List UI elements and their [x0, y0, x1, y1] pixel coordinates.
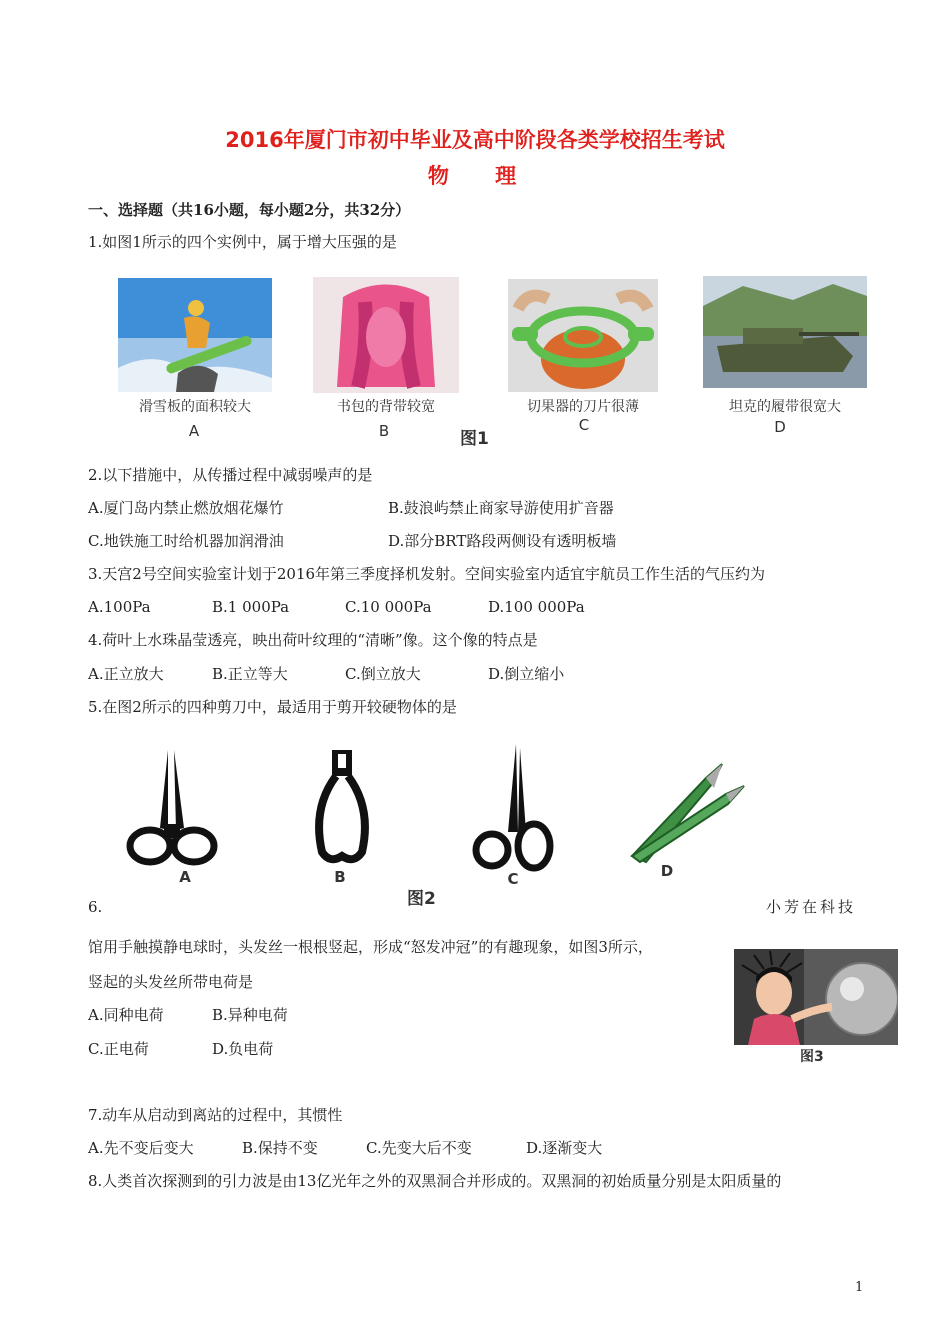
snowboard-image — [118, 278, 272, 392]
q7-option-c: C.先变大后不变 — [366, 1139, 472, 1157]
question-6-line2: 馆用手触摸静电球时，头发丝一根根竖起，形成“怒发冲冠”的有趣现象，如图3所示， — [88, 938, 653, 956]
scissors-c-icon — [470, 742, 554, 872]
q3-option-c: C.10 000Pa — [345, 598, 432, 616]
figure-1-label: 图1 — [460, 429, 489, 449]
question-5-stem: 5.在图2所示的四种剪刀中，最适用于剪开较硬物体的是 — [88, 698, 457, 716]
question-8-stem: 8.人类首次探测到的引力波是由13亿光年之外的双黑洞合并形成的。双黑洞的初始质量分别是太阳质量的 — [88, 1172, 782, 1190]
scissors-d-icon — [626, 758, 746, 864]
scissors-a-icon — [124, 748, 220, 870]
q4-option-c: C.倒立放大 — [345, 665, 421, 683]
tank-image — [703, 276, 867, 388]
exam-title: 2016年厦门市初中毕业及高中阶段各类学校招生考试 — [225, 128, 725, 152]
q4-option-d: D.倒立缩小 — [488, 665, 565, 683]
question-6-number: 6. — [88, 898, 103, 916]
backpack-image — [313, 277, 459, 393]
q2-option-d: D.部分BRT路段两侧设有透明板墙 — [388, 532, 617, 550]
caption-d: 坦克的履带很宽大 — [729, 399, 841, 415]
q6-option-c: C.正电荷 — [88, 1040, 149, 1058]
q3-option-b: B.1 000Pa — [212, 598, 290, 616]
q1-letter-d: D — [774, 418, 786, 436]
q3-option-d: D.100 000Pa — [488, 598, 585, 616]
q4-option-a: A.正立放大 — [88, 665, 164, 683]
q3-option-a: A.100Pa — [88, 598, 151, 616]
question-2-stem: 2.以下措施中，从传播过程中减弱噪声的是 — [88, 466, 373, 484]
q1-letter-a: A — [188, 422, 200, 440]
figure-3-label: 图3 — [800, 1049, 824, 1065]
q1-letter-b: B — [378, 422, 390, 440]
q6-option-a: A.同种电荷 — [88, 1006, 164, 1024]
q7-option-b: B.保持不变 — [242, 1139, 318, 1157]
q2-option-a: A.厦门岛内禁止燃放烟花爆竹 — [88, 499, 284, 517]
q5-letter-d: D — [660, 862, 674, 880]
figure-2-label: 图2 — [407, 889, 436, 909]
caption-c: 切果器的刀片很薄 — [527, 399, 639, 415]
q5-letter-a: A — [179, 868, 191, 886]
question-6-line3: 竖起的头发丝所带电荷是 — [88, 973, 254, 991]
question-3-stem: 3.天宫2号空间实验室计划于2016年第三季度择机发射。空间实验室内适宜宇航员工作生活的气压约为 — [88, 565, 766, 583]
question-6-stem-end: 小芳在科技 — [766, 898, 857, 916]
subject-title: 物 理 — [427, 164, 523, 188]
q7-option-d: D.逐渐变大 — [526, 1139, 603, 1157]
q7-option-a: A.先不变后变大 — [88, 1139, 194, 1157]
page-number: 1 — [855, 1280, 864, 1295]
caption-a: 滑雪板的面积较大 — [139, 399, 251, 415]
section-heading: 一、选择题（共16小题，每小题2分，共32分） — [88, 201, 411, 219]
q5-letter-c: C — [507, 870, 519, 888]
q4-option-b: B.正立等大 — [212, 665, 288, 683]
fruit-cutter-image — [508, 279, 658, 392]
static-ball-photo — [734, 949, 898, 1045]
q1-letter-c: C — [578, 416, 590, 434]
question-1-stem: 1.如图1所示的四个实例中，属于增大压强的是 — [88, 233, 397, 251]
caption-b: 书包的背带较宽 — [337, 399, 435, 415]
scissors-b-icon — [310, 748, 374, 868]
q6-option-b: B.异种电荷 — [212, 1006, 288, 1024]
q6-option-d: D.负电荷 — [212, 1040, 274, 1058]
q2-option-b: B.鼓浪屿禁止商家导游使用扩音器 — [388, 499, 614, 517]
q2-option-c: C.地铁施工时给机器加润滑油 — [88, 532, 284, 550]
question-7-stem: 7.动车从启动到离站的过程中，其惯性 — [88, 1106, 343, 1124]
q5-letter-b: B — [334, 868, 346, 886]
question-4-stem: 4.荷叶上水珠晶莹透亮，映出荷叶纹理的“清晰”像。这个像的特点是 — [88, 631, 538, 649]
